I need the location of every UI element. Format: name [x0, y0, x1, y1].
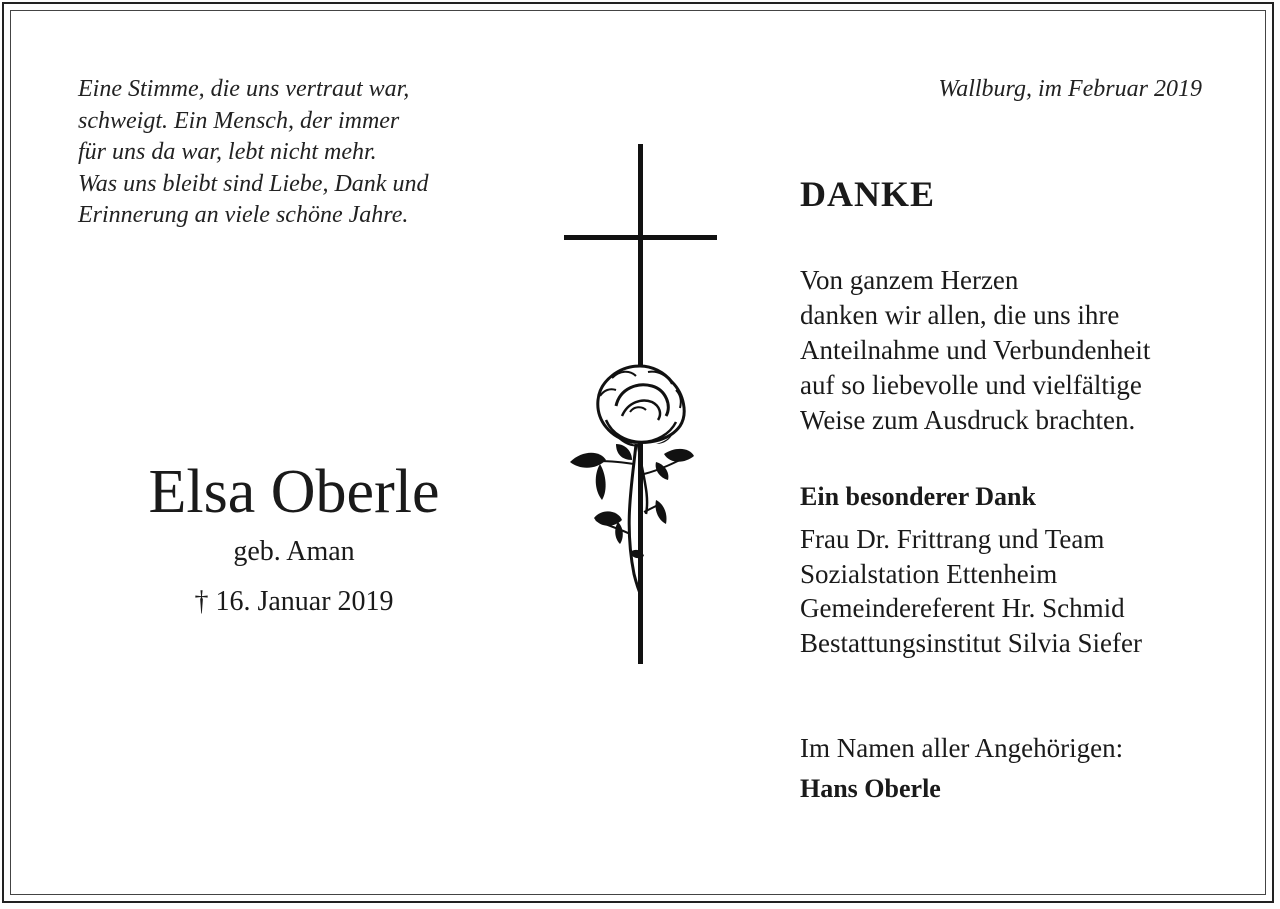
deceased-name: Elsa Oberle	[148, 458, 440, 526]
poem-line: für uns da war, lebt nicht mehr.	[78, 139, 377, 165]
thanks-line: danken wir allen, die uns ihre	[800, 300, 1120, 330]
closing-text: Im Namen aller Angehörigen:	[800, 733, 1124, 763]
thanks-line: Anteilnahme und Verbundenheit	[800, 335, 1151, 365]
maiden-name: geb. Aman	[233, 536, 355, 567]
memorial-poem	[78, 74, 538, 232]
thanks-line: auf so liebevolle und vielfältige	[800, 370, 1142, 400]
poem-line: Was uns bleibt sind Liebe, Dank und	[78, 170, 429, 197]
thanks-text	[800, 263, 1240, 438]
special-thanks-item: Frau Dr. Frittrang und Team	[800, 524, 1105, 554]
place-date: Wallburg, im Februar 2019	[938, 76, 1202, 102]
thanks-line: Von ganzem Herzen	[800, 265, 1019, 295]
death-date: † 16. Januar 2019	[194, 586, 394, 617]
poem-line: Erinnerung an viele schöne Jahre.	[78, 202, 409, 228]
thanks-column	[800, 172, 1240, 805]
poem-line: schweigt. Ein Mensch, der immer	[78, 107, 400, 134]
special-thanks-heading: Ein besonderer Dank	[800, 482, 1036, 511]
rose-icon	[570, 366, 694, 594]
special-thanks-list	[800, 522, 1240, 660]
deceased-block	[80, 455, 508, 619]
special-thanks-item: Bestattungsinstitut Silvia Siefer	[800, 627, 1142, 658]
signer-name: Hans Oberle	[800, 774, 941, 803]
thanks-line: Weise zum Ausdruck brachten.	[800, 405, 1136, 435]
poem-line: Eine Stimme, die uns vertraut war,	[78, 76, 410, 102]
special-thanks-item: Gemeindereferent Hr. Schmid	[800, 593, 1125, 623]
thanks-heading: DANKE	[800, 174, 936, 214]
cross-with-rose	[560, 144, 722, 666]
special-thanks-item: Sozialstation Ettenheim	[800, 558, 1058, 589]
